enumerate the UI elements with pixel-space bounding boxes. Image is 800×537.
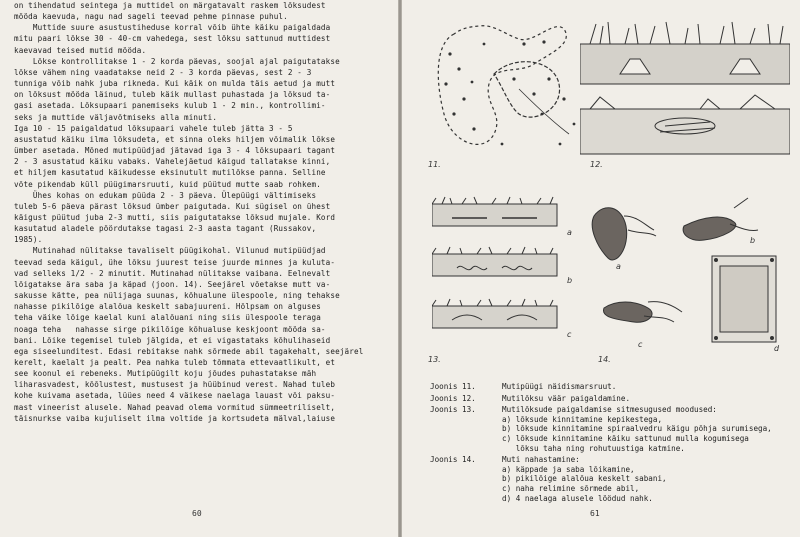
caption-label: Joonis 12. [430,393,476,403]
caption-figure-14 [430,455,790,503]
caption-title: Mutilõksude paigaldamise sitmesugused moodused: [502,405,717,415]
caption-label: Joonis 13. [430,405,476,415]
figure-13-number: 13. [428,355,441,364]
caption-figure-13 [430,405,790,453]
figure-14-sub-c: c [638,340,643,349]
caption-label: Joonis 14. [430,455,476,465]
figure-13-sub-a: a [567,228,572,237]
left-page [0,0,398,537]
paragraph: Iga 10 - 15 paigaldatud lõksupaari vahele tuleb jätta 3 - 5 asustatud käiku ilma lõksudeta, et sinna oleks hiljem võimalik lõkse ümber asetada. Mõned mutipüüdjad jätavad iga 3 - 4 lõksupaari tagant 2 - 3 asustatud käiku vabaks. Vahelejäetud käigud tallatakse kinni, et hiljem kasutatud käikudesse eksinutult mutilõkse panna. Selline võte pikendab küll püügimarsruuti, kuid püütud mutte saab rohkem. [14,123,336,189]
figure-14-sub-b: b [750,236,756,245]
caption-title: Muti nahastamine: [502,455,580,465]
figure-13-trap-methods [432,196,562,346]
figure-captions [430,382,790,505]
caption-item: b) pikilõige alalõua keskelt sabani, [502,474,667,484]
caption-label: Joonis 11. [430,382,476,391]
figure-12-number: 12. [590,160,603,169]
paragraph: Lõkse kontrollitakse 1 - 2 korda päevas, soojal ajal paigutatakse lõkse vähem ning vaadatakse neid 2 - 3 korda päevas, sest 2 - 3 tunniga võib nahk juba rikneda. Kui käik on mulda täis aetud ja mutt on lõksust mööda läinud, tuleb käik mullast puhastada ja lõksud ta- gasi asetada. Lõksupaari panemiseks kulub 1 - 2 min., kontrollimi- seks ja muttide väljavõtmiseks alla minuti. [14,56,340,122]
caption-title: Mutipüügi näidismarsruut. [502,382,617,391]
page-number-right: 61 [590,509,600,518]
caption-figure-11 [430,382,790,392]
figure-13-sub-c: c [567,330,572,339]
figure-11-route-map [424,14,586,166]
paragraph: Ühes kohas on edukam püüda 2 - 3 päeva. Ülepüügi vältimiseks tuleb 5-6 päeva pärast lõksud ümber paigutada. Kui sügisel on ühest käigust püütud juba 2-3 mutti, siis paigutatakse lõksud mujale. Kord kasutatud aladele pöördutakse tagasi 2-3 aasta tagant (Russakov, 1985). [14,190,336,245]
page-number-left: 60 [192,509,202,518]
figure-14-skinning-steps [584,196,794,354]
figure-13-sub-b: b [567,276,573,285]
paragraph: on tihendatud seintega ja muttidel on märgatavalt raskem lõksudest mööda kaevuda, nagu nad sageli teevad pehme pinnase puhul. [14,1,326,22]
figure-14-sub-d: d [774,344,780,353]
caption-item: c) naha relimine sõrmede abil, [502,483,640,493]
figure-11-number: 11. [428,160,441,169]
paragraph: Mutinahad nülitakse tavaliselt püügikohal. Vilunud mutipüüdjad teevad seda käigul, ühe lõksu juurest teise juurde minnes ja kuluta- vad selleks 1/2 - 2 minutit. Mutinahad nülitakse vaibana. Eelnevalt lõigatakse ära saba ja käpad (joon. 14). Seejärel võetakse mutt va- sakusse kätte, pea nülijaga suunas, kõhualune ülespoole, ning tehakse nahasse pikilõige alalõua keskelt sabajuureni. Hõlpsam on alguses teha väike lõige kaelal kuni alalõuani ning siis ülespoole teraga noaga teha nahasse sirge pikilõige kõhualuse keskjoont mööda sa- bani. Lõike tegemisel tuleb jälgida, et ei vigastataks kõhulihaseid ega siseelunditest. Edasi rebitakse nahk sõrmede abil tagakehalt, seejärel kerelt, kaelalt ja pealt. Pea nahka tuleb tõmmata ettevaatlikult, et see koonul ei rebeneks. Mutipüügilt koju jõudes puhastatakse mäh liharasvadest, kõõlustest, mustusest ja hüübinud verest. Nahad tuleb kohe kuivama asetada, lüües need 4 väikese naelaga lauast või paksu- mast vineerist alusele. Nahad peavad olema vormitud sümmeetriliselt, täisnurkse vaiba kujuliselt ilma voltide ja kortsudeta mälval,laiuse [14,246,364,423]
caption-figure-12 [430,394,790,404]
caption-item: a) lõksude kinnitamine kepikestega, [502,414,663,424]
figure-14-sub-a: a [616,262,621,271]
caption-item: c) lõksude kinnitamine käiku sattunud mulla kogumisega [502,433,749,443]
caption-item: b) lõksude kinnitamine spiraalvedru käigu põhja surumisega, [502,424,772,434]
caption-item: lõksu taha ning rohutuustiga katmine. [502,443,685,453]
caption-title: Mutilõksu väär paigaldamine. [502,393,631,403]
figure-14-number: 14. [598,355,611,364]
paragraph: Muttide suure asustustiheduse korral võib ühte käiku paigaldada mitu paari lõkse 30 - 40-cm vahedega, sest lõksu sattunud muttidest kaevavad teised mutid mööda. [14,23,331,55]
figure-12-trap-placement [580,14,790,164]
caption-item: a) käppade ja saba lõikamine, [502,464,635,474]
body-text [14,0,392,424]
caption-item: d) 4 naelaga alusele löödud nahk. [502,493,653,503]
